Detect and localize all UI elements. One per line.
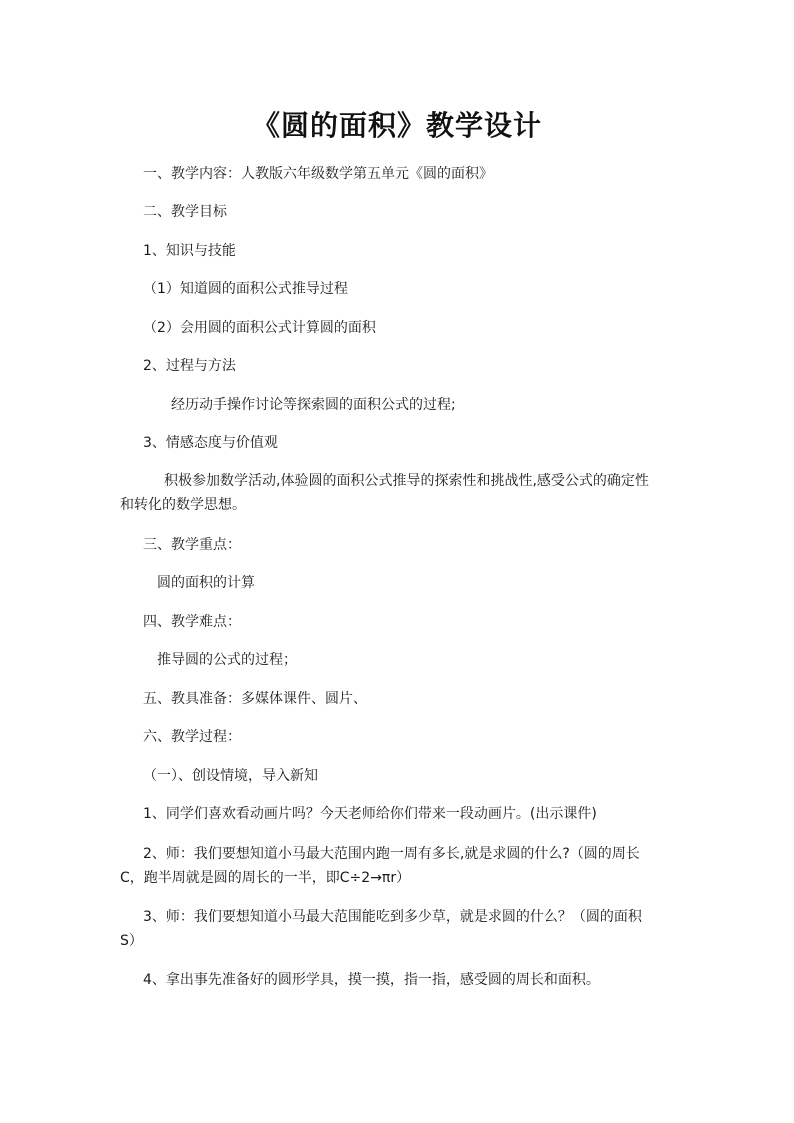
heading-teaching-difficulty: 四、教学难点：: [143, 614, 241, 630]
paragraph-process-method: 经历动手操作讨论等探索圆的面积公式的过程;: [171, 397, 456, 413]
document-title: 《圆的面积》教学设计: [251, 109, 542, 142]
paragraph-teaching-content: 一、教学内容：人教版六年级数学第五单元《圆的面积》: [143, 166, 493, 182]
paragraph-attitude-line-1: 积极参加数学活动,体验圆的面积公式推导的探索性和挑战性,感受公式的确定性: [164, 473, 649, 489]
heading-teaching-focus: 三、教学重点：: [143, 537, 241, 553]
heading-teaching-process: 六、教学过程：: [143, 729, 241, 745]
process-step-3-line-2: S）: [120, 933, 143, 949]
process-step-4: 4、拿出事先准备好的圆形学具，摸一摸，指一指，感受圆的周长和面积。: [143, 972, 600, 988]
heading-teaching-goals: 二、教学目标: [143, 204, 227, 220]
paragraph-teaching-focus: 圆的面积的计算: [157, 575, 255, 591]
heading-process-method: 2、过程与方法: [143, 358, 236, 374]
paragraph-teaching-aids: 五、教具准备：多媒体课件、圆片、: [143, 691, 367, 707]
paragraph-attitude-line-2: 和转化的数学思想。: [120, 497, 246, 513]
process-step-3-line-1: 3、师：我们要想知道小马最大范围能吃到多少草，就是求圆的什么？（圆的面积: [143, 909, 642, 925]
goal-item-1: （1）知道圆的面积公式推导过程: [143, 281, 348, 297]
process-step-1: 1、同学们喜欢看动画片吗？今天老师给你们带来一段动画片。(出示课件): [143, 806, 597, 822]
goal-item-2: （2）会用圆的面积公式计算圆的面积: [143, 320, 376, 336]
process-step-2-line-2: C，跑半周就是圆的周长的一半，即C÷2→πr）: [120, 870, 411, 886]
heading-attitude-values: 3、情感态度与价值观: [143, 435, 278, 451]
heading-knowledge-skills: 1、知识与技能: [143, 243, 236, 259]
heading-create-situation: （一）、创设情境，导入新知: [143, 768, 318, 784]
process-step-2-line-1: 2、师：我们要想知道小马最大范围内跑一周有多长,就是求圆的什么?（圆的周长: [143, 846, 640, 862]
paragraph-teaching-difficulty: 推导圆的公式的过程；: [157, 652, 297, 668]
